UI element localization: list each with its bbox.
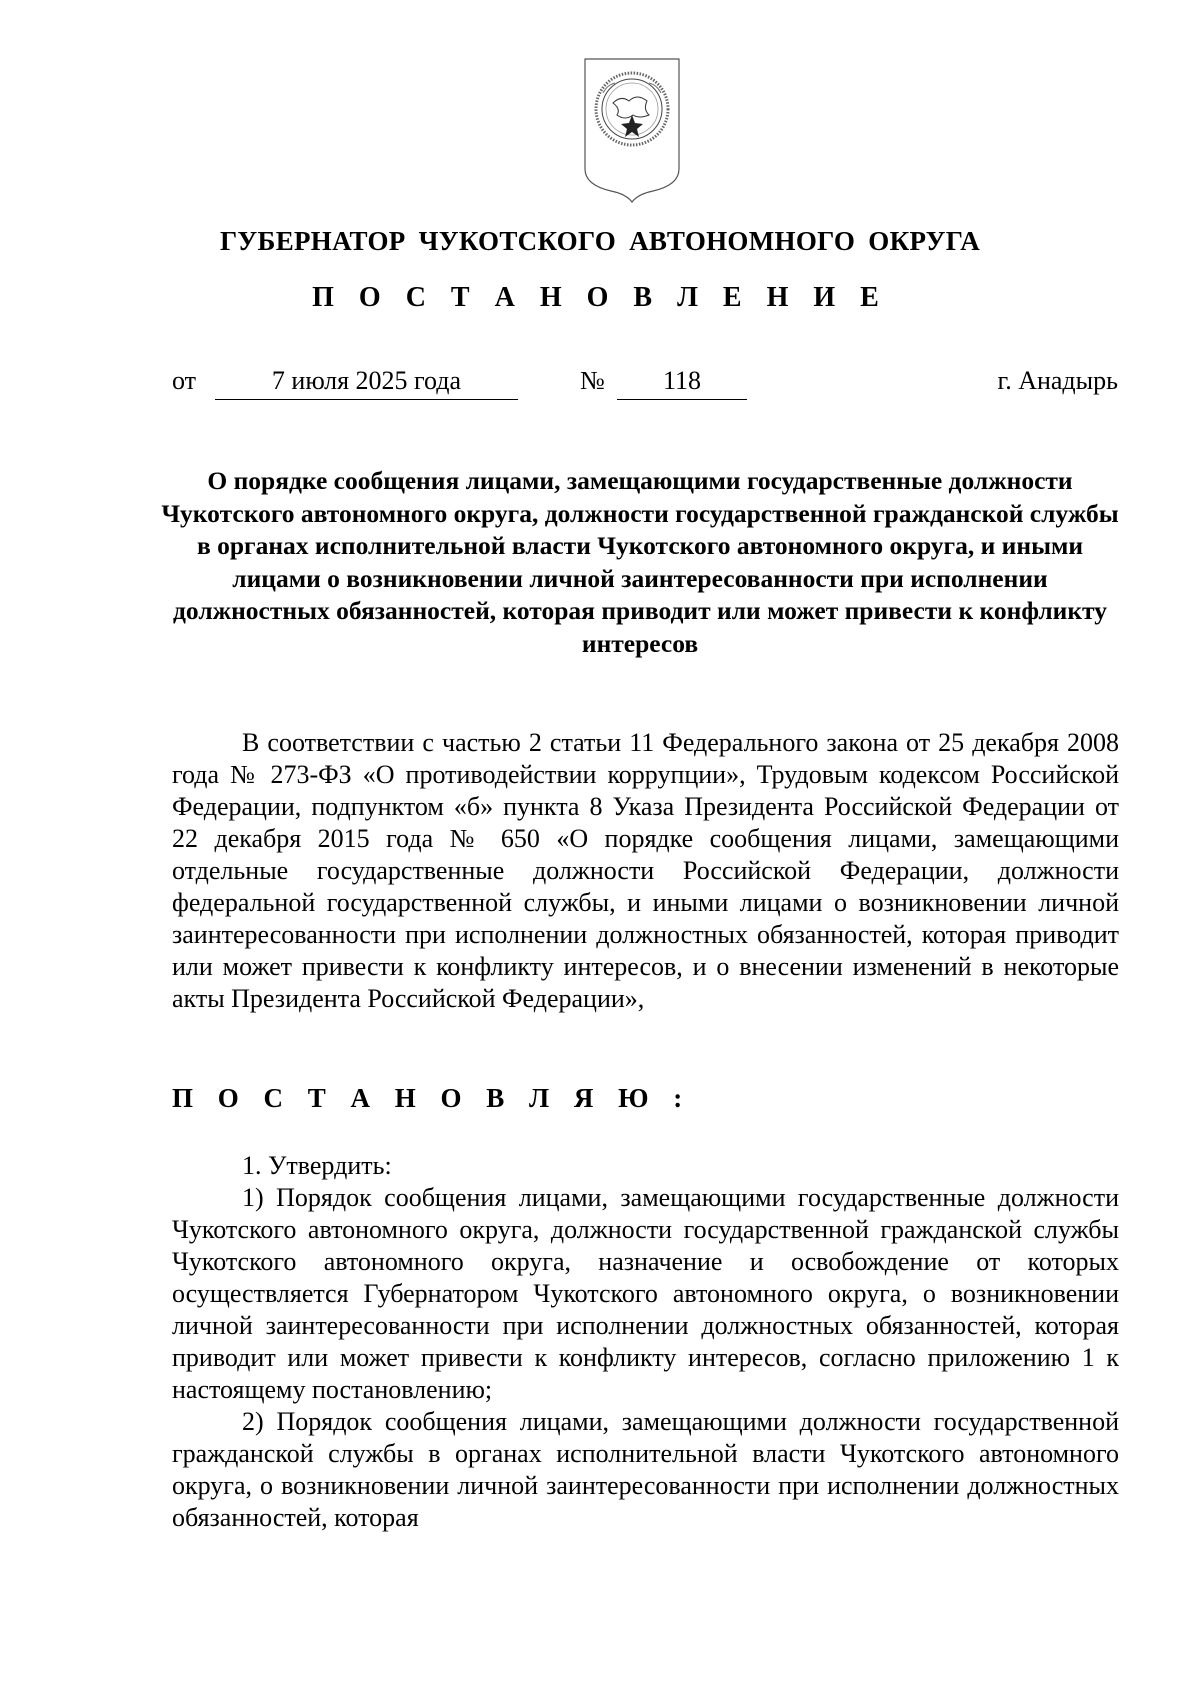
item-paragraph: 1. Утвердить: bbox=[242, 1151, 392, 1180]
document-number: 118 bbox=[617, 366, 747, 400]
item-paragraph: 1) Порядок сообщения лицами, замещающими государственные должности Чукотского автономного округа, должности государственной гражданской службы Чукотского автономного округа, назначение и освобождение от которых осуществляется Губернатором Чукотского автономного округа, о возникновении личной заинтересованности при исполнении должностных обязанностей, которая приводит или может привести к конфликту интересов, согласно приложению 1 к настоящему постановлению; bbox=[172, 1183, 1119, 1404]
preamble-paragraph: В соответствии с частью 2 статьи 11 Федерального закона от 25 декабря 2008 года № 273-ФЗ «О противодействии коррупции», Трудовым кодексом Российской Федерации, подпунктом «б» пункта 8 Указа Президента Российской Федерации от 22 декабря 2015 года № 650 «О порядке сообщения лицами, замещающими отдельные государственные должности Российской Федерации, должности федеральной государственной службы, и иными лицами о возникновении личной заинтересованности при исполнении должностных обязанностей, которая приводит или может привести к конфликту интересов, и о внесении изменений в некоторые акты Президента Российской Федерации», bbox=[172, 728, 1119, 1013]
item-paragraph: 2) Порядок сообщения лицами, замещающими должности государственной гражданской службы в органах исполнительной власти Чукотского автономного округа, о возникновении личной заинтересованности при исполнении должностных обязанностей, которая bbox=[172, 1407, 1119, 1532]
authority-title: ГУБЕРНАТОР ЧУКОТСКОГО АВТОНОМНОГО ОКРУГА bbox=[219, 226, 981, 256]
date-from-label: от bbox=[172, 366, 197, 395]
date-number-line bbox=[0, 366, 1200, 402]
document-type-title: П О С Т А Н О В Л Е Н И Е bbox=[312, 282, 888, 313]
chukotka-coat-of-arms-icon bbox=[583, 57, 681, 203]
document-date: 7 июля 2025 года bbox=[215, 366, 518, 400]
document-city: г. Анадырь bbox=[997, 366, 1118, 395]
document-subject: О порядке сообщения лицами, замещающими государственные должности Чукотского автономного округа, должности государственной гражданской службы в органах исполнительной власти Чукотского автономного округа, и иными лицами о возникновении личной заинтересованности при исполнении должностных обязанностей, которая приводит или может привести к конфликту интересов bbox=[161, 466, 1119, 658]
number-label: № bbox=[580, 366, 605, 395]
preamble-section bbox=[172, 727, 1119, 1015]
decree-items bbox=[172, 1150, 1119, 1534]
decree-heading: П О С Т А Н О В Л Я Ю : bbox=[172, 1083, 692, 1113]
